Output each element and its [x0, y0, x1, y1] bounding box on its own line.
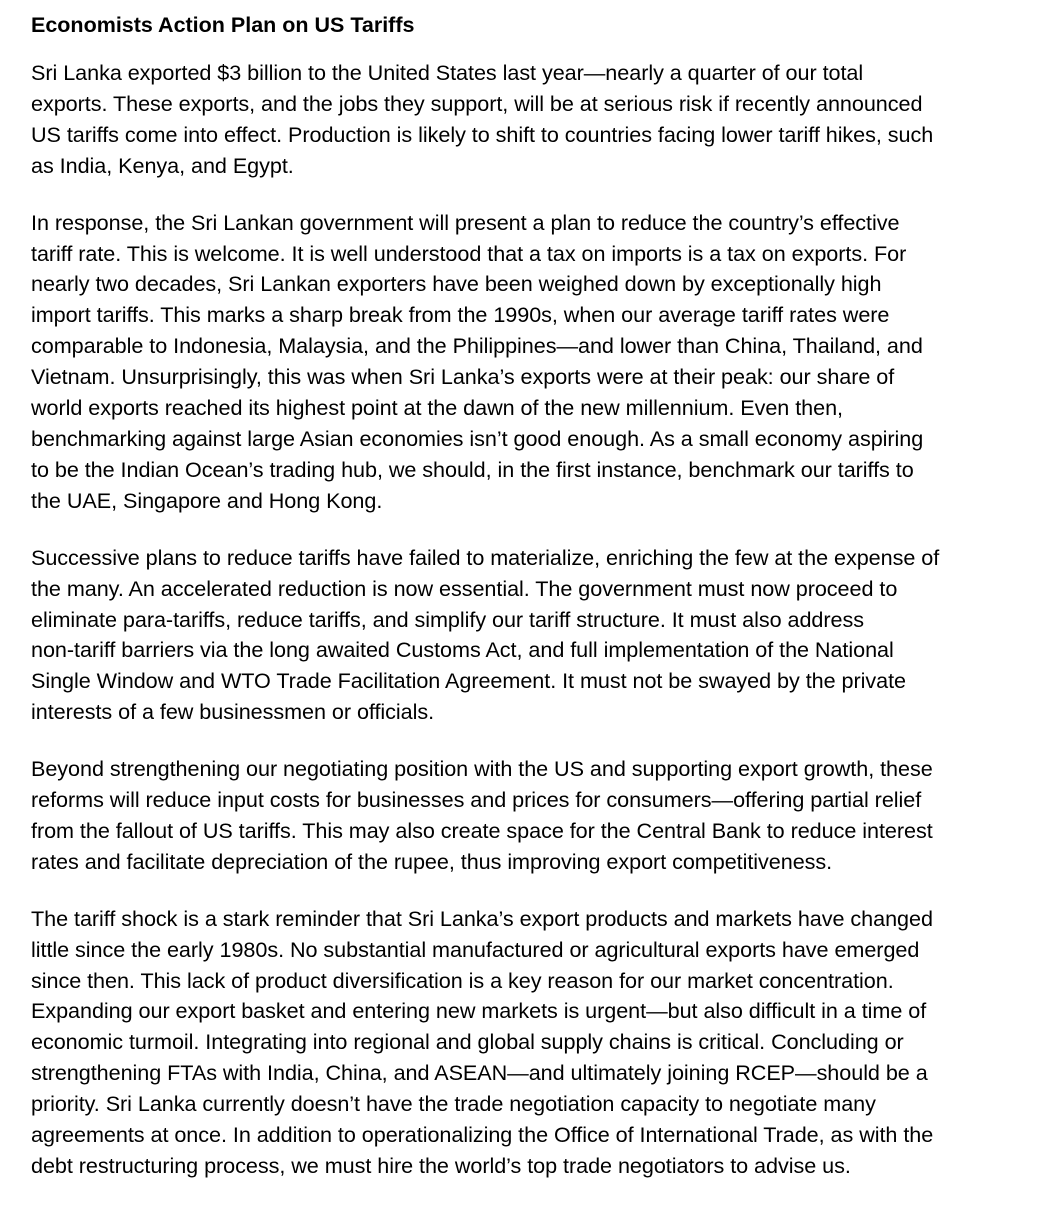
text-line: non-tariff barriers via the long awaited Customs Act, and full implementation of the National	[31, 637, 894, 663]
text-line: Vietnam. Unsurprisingly, this was when Sri Lanka’s exports were at their peak: our share of	[31, 364, 895, 390]
text-line: Expanding our export basket and entering new markets is urgent—but also difficult in a time of	[31, 998, 927, 1024]
text-line: as India, Kenya, and Egypt.	[31, 152, 294, 178]
text-line: US tariffs come into effect. Production is likely to shift to countries facing lower tariff hikes, such	[31, 121, 934, 147]
text-line: eliminate para-tariffs, reduce tariffs, and simplify our tariff structure. It must also address	[31, 606, 864, 632]
text-line: comparable to Indonesia, Malaysia, and the Philippines—and lower than China, Thailand, and	[31, 333, 923, 359]
text-line: agreements at once. In addition to operationalizing the Office of International Trade, as with the	[31, 1122, 934, 1148]
paragraph-1	[31, 58, 1021, 182]
text-line: In response, the Sri Lankan government will present a plan to reduce the country’s effective	[31, 209, 900, 235]
text-line: Single Window and WTO Trade Facilitation Agreement. It must not be swayed by the private	[31, 668, 906, 694]
paragraph-3	[31, 543, 1021, 728]
text-line: since then. This lack of product diversification is a key reason for our market concentration.	[31, 967, 894, 993]
text-line: the many. An accelerated reduction is now essential. The government must now proceed to	[31, 575, 898, 601]
text-line: to be the Indian Ocean’s trading hub, we should, in the first instance, benchmark our tariffs to	[31, 456, 914, 482]
text-line: economic turmoil. Integrating into regional and global supply chains is critical. Concluding or	[31, 1029, 904, 1055]
text-line: strengthening FTAs with India, China, and ASEAN—and ultimately joining RCEP—should be a	[31, 1060, 928, 1086]
paragraph-5	[31, 904, 1021, 1182]
text-line: priority. Sri Lanka currently doesn’t have the trade negotiation capacity to negotiate many	[31, 1091, 876, 1117]
text-line: Successive plans to reduce tariffs have failed to materialize, enriching the few at the expense of	[31, 544, 940, 570]
text-line: debt restructuring process, we must hire the world’s top trade negotiators to advise us.	[31, 1153, 851, 1178]
text-line: nearly two decades, Sri Lankan exporters have been weighed down by exceptionally high	[31, 271, 882, 297]
text-line: world exports reached its highest point at the dawn of the new millennium. Even then,	[31, 395, 843, 421]
text-line: rates and facilitate depreciation of the rupee, thus improving export competitiveness.	[31, 848, 833, 874]
paragraph-2	[31, 208, 1021, 517]
text-line: tariff rate. This is welcome. It is well understood that a tax on imports is a tax on exports. For	[31, 240, 907, 266]
document-title: Economists Action Plan on US Tariffs	[31, 13, 415, 37]
text-line: Sri Lanka exported $3 billion to the United States last year—nearly a quarter of our total	[31, 60, 864, 85]
text-line: reforms will reduce input costs for businesses and prices for consumers—offering partial relief	[31, 787, 922, 813]
text-line: import tariffs. This marks a sharp break from the 1990s, when our average tariff rates were	[31, 302, 890, 328]
document-body	[31, 10, 1021, 1208]
text-line: little since the early 1980s. No substantial manufactured or agricultural exports have emerged	[31, 936, 920, 962]
text-line: benchmarking against large Asian economies isn’t good enough. As a small economy aspiring	[31, 425, 924, 451]
text-line: the UAE, Singapore and Hong Kong.	[31, 487, 383, 513]
paragraph-4	[31, 754, 1021, 878]
text-line: Beyond strengthening our negotiating position with the US and supporting export growth, these	[31, 756, 933, 782]
text-line: The tariff shock is a stark reminder that Sri Lanka’s export products and markets have changed	[31, 905, 933, 931]
text-line: from the fallout of US tariffs. This may also create space for the Central Bank to reduce interest	[31, 817, 933, 843]
text-line: interests of a few businessmen or officials.	[31, 699, 435, 725]
text-line: exports. These exports, and the jobs they support, will be at serious risk if recently announced	[31, 90, 923, 116]
